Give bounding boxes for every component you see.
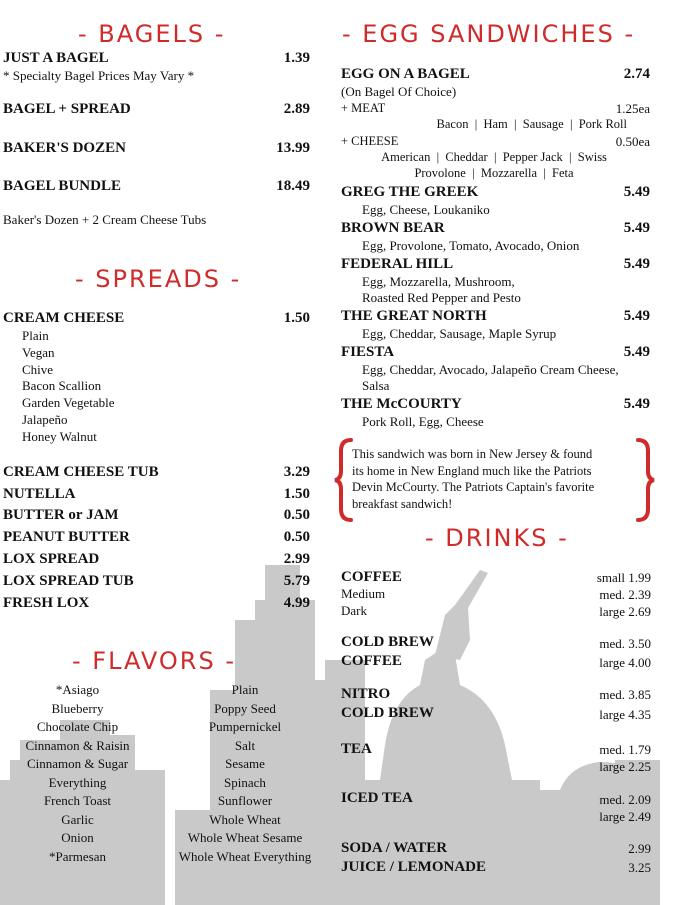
variety: Chive: [22, 361, 54, 377]
variety: Jalapeño: [22, 411, 68, 427]
menu-item-price: 13.99: [276, 140, 310, 156]
variety: Plain: [22, 328, 49, 343]
menu-item-name: LOX SPREAD: [3, 551, 100, 567]
drinks-heading: - DRINKS -: [425, 524, 569, 552]
drink-sub: Medium: [341, 586, 386, 601]
bagels-heading: - BAGELS -: [78, 20, 226, 48]
flavor-item: Chocolate Chip: [36, 719, 119, 734]
menu-item-name: GREG THE GREEK: [341, 184, 479, 200]
flavor-item: Onion: [61, 830, 94, 845]
menu-item-name: NUTELLA: [3, 486, 76, 502]
menu-item-name: JUST A BAGEL: [3, 50, 109, 66]
menu-item-desc: Egg, Cheddar, Sausage, Maple Syrup: [362, 326, 557, 341]
menu-item-name: BAGEL BUNDLE: [3, 178, 121, 194]
menu-item-price: 1.50: [283, 486, 310, 502]
addon-cheese-price: 0.50ea: [615, 134, 650, 149]
flavors-heading: - FLAVORS -: [72, 647, 236, 675]
menu-item-price: 18.49: [276, 178, 310, 194]
flavor-item: Spinach: [224, 774, 266, 790]
variety: Garden Vegetable: [22, 395, 115, 411]
drink-name: COLD BREW: [341, 634, 434, 650]
flavors-column-1: [5, 681, 150, 866]
menu-item-note: (On Bagel Of Choice): [341, 84, 457, 99]
addon-meat-price: 1.25ea: [615, 101, 650, 116]
drink-price: med. 1.79: [599, 742, 651, 757]
menu-item-price: 5.49: [623, 344, 650, 360]
drink-price: large 4.00: [599, 655, 651, 670]
addon-meat-options: Bacon | Ham | Sausage | Pork Roll: [436, 117, 627, 131]
menu-item-name: FIESTA: [341, 344, 395, 360]
menu-item-name: FRESH LOX: [3, 595, 90, 611]
drink-price: med. 3.50: [599, 636, 651, 651]
menu-item-name: LOX SPREAD TUB: [3, 573, 134, 589]
addon-cheese-options: Provolone | Mozzarella | Feta: [414, 166, 574, 180]
menu-item-name: CREAM CHEESE: [3, 310, 125, 326]
flavor-item: Blueberry: [51, 700, 104, 716]
menu-item-name: THE McCOURTY: [341, 396, 462, 412]
menu-item-price: 5.49: [623, 184, 650, 200]
menu-item-name: FEDERAL HILL: [341, 256, 454, 272]
menu-item-price: 2.99: [283, 551, 310, 567]
drink-price: 3.25: [628, 860, 651, 875]
story-line: This sandwich was born in New Jersey & found: [352, 447, 593, 461]
drink-price: small 1.99: [596, 570, 651, 585]
drink-name: NITRO: [341, 686, 391, 702]
drink-price: large 2.49: [599, 809, 651, 824]
menu-item-price: 5.49: [623, 256, 650, 272]
drink-name: ICED TEA: [341, 790, 413, 806]
flavor-item: Garlic: [61, 811, 94, 827]
menu-item-price: 0.50: [283, 529, 310, 545]
menu-item-desc: Roasted Red Pepper and Pesto: [362, 290, 521, 305]
menu-item-price: 1.39: [283, 50, 310, 66]
egg-sandwiches-heading: - EGG SANDWICHES -: [342, 20, 636, 48]
menu-item-desc: Salsa: [362, 378, 390, 393]
drink-name: COFFEE: [341, 653, 402, 669]
menu-item-name: BUTTER or JAM: [3, 507, 119, 523]
flavor-item: *Parmesan: [48, 848, 107, 864]
flavor-item: Pumpernickel: [208, 719, 282, 734]
flavor-item: Plain: [231, 682, 259, 697]
flavor-item: Sunflower: [217, 793, 273, 808]
menu-item-desc: Pork Roll, Egg, Cheese: [362, 414, 484, 429]
menu-item-price: 2.74: [623, 66, 650, 82]
drink-sub: Dark: [341, 603, 367, 618]
flavor-item: Poppy Seed: [214, 700, 276, 716]
menu-item-name: BAKER'S DOZEN: [3, 140, 126, 156]
drink-price: med. 2.39: [599, 587, 651, 602]
menu-item-price: 0.50: [283, 507, 310, 523]
drink-name: JUICE / LEMONADE: [341, 859, 487, 875]
menu-item-note: * Specialty Bagel Prices May Vary *: [3, 68, 195, 83]
drink-price: large 2.25: [599, 759, 651, 774]
menu-item-price: 5.49: [623, 396, 650, 412]
flavor-item: Whole Wheat Everything: [178, 848, 312, 864]
mccourty-story: [352, 446, 594, 512]
drink-name: SODA / WATER: [341, 840, 448, 856]
story-line: Devin McCourty. The Patriots Captain's favorite: [352, 480, 595, 494]
addon-meat-label: + MEAT: [341, 101, 386, 115]
menu-item-note: Baker's Dozen + 2 Cream Cheese Tubs: [3, 212, 207, 227]
variety: Honey Walnut: [22, 428, 97, 444]
drink-price: 2.99: [628, 841, 651, 856]
menu-item-name: THE GREAT NORTH: [341, 308, 487, 324]
addon-cheese-label: + CHEESE: [341, 134, 399, 148]
flavors-column-2: [165, 681, 325, 866]
addon-cheese-options: American | Cheddar | Pepper Jack | Swiss: [381, 150, 607, 164]
menu-item-name: BROWN BEAR: [341, 220, 445, 236]
menu-item-name: CREAM CHEESE TUB: [3, 464, 159, 480]
cream-cheese-varieties: [22, 328, 115, 446]
menu-item-name: PEANUT BUTTER: [3, 529, 130, 545]
flavor-item: Cinnamon & Sugar: [26, 756, 129, 771]
flavor-item: Whole Wheat: [209, 811, 281, 827]
drink-price: med. 2.09: [599, 792, 651, 807]
flavor-item: *Asiago: [55, 682, 100, 697]
menu-item-desc: Egg, Provolone, Tomato, Avocado, Onion: [362, 238, 580, 253]
menu-item-price: 1.50: [283, 310, 310, 326]
menu-item-price: 5.49: [623, 220, 650, 236]
flavor-item: French Toast: [43, 793, 112, 808]
variety: Bacon Scallion: [22, 378, 102, 394]
menu-item-desc: Egg, Cheese, Loukaniko: [362, 202, 490, 217]
drink-name: COLD BREW: [341, 705, 434, 721]
drink-price: med. 3.85: [599, 687, 651, 702]
menu-item-name: EGG ON A BAGEL: [341, 66, 470, 82]
menu-item-price: 4.99: [283, 595, 310, 611]
spreads-heading: - SPREADS -: [75, 265, 242, 293]
flavor-item: Cinnamon & Raisin: [25, 737, 130, 753]
menu-item-name: BAGEL + SPREAD: [3, 101, 131, 117]
menu-item-price: 5.49: [623, 308, 650, 324]
flavor-item: Sesame: [225, 756, 265, 771]
drink-price: large 2.69: [599, 604, 651, 619]
flavor-item: Whole Wheat Sesame: [187, 830, 303, 845]
menu-item-price: 3.29: [283, 464, 310, 480]
story-line: its home in New England much like the Patriots: [352, 463, 592, 478]
menu-item-desc: Egg, Mozzarella, Mushroom,: [362, 274, 515, 289]
right-brace-icon: [634, 437, 656, 523]
variety: Vegan: [22, 344, 55, 360]
drink-name: TEA: [341, 741, 372, 757]
menu-item-price: 5.79: [283, 573, 310, 589]
drink-name: COFFEE: [341, 569, 402, 585]
drink-price: large 4.35: [599, 707, 651, 722]
story-line: breakfast sandwich!: [352, 496, 453, 511]
flavor-item: Everything: [48, 774, 107, 790]
menu-item-price: 2.89: [283, 101, 310, 117]
flavor-item: Salt: [234, 737, 256, 753]
menu-item-desc: Egg, Cheddar, Avocado, Jalapeño Cream Cheese,: [362, 362, 619, 377]
